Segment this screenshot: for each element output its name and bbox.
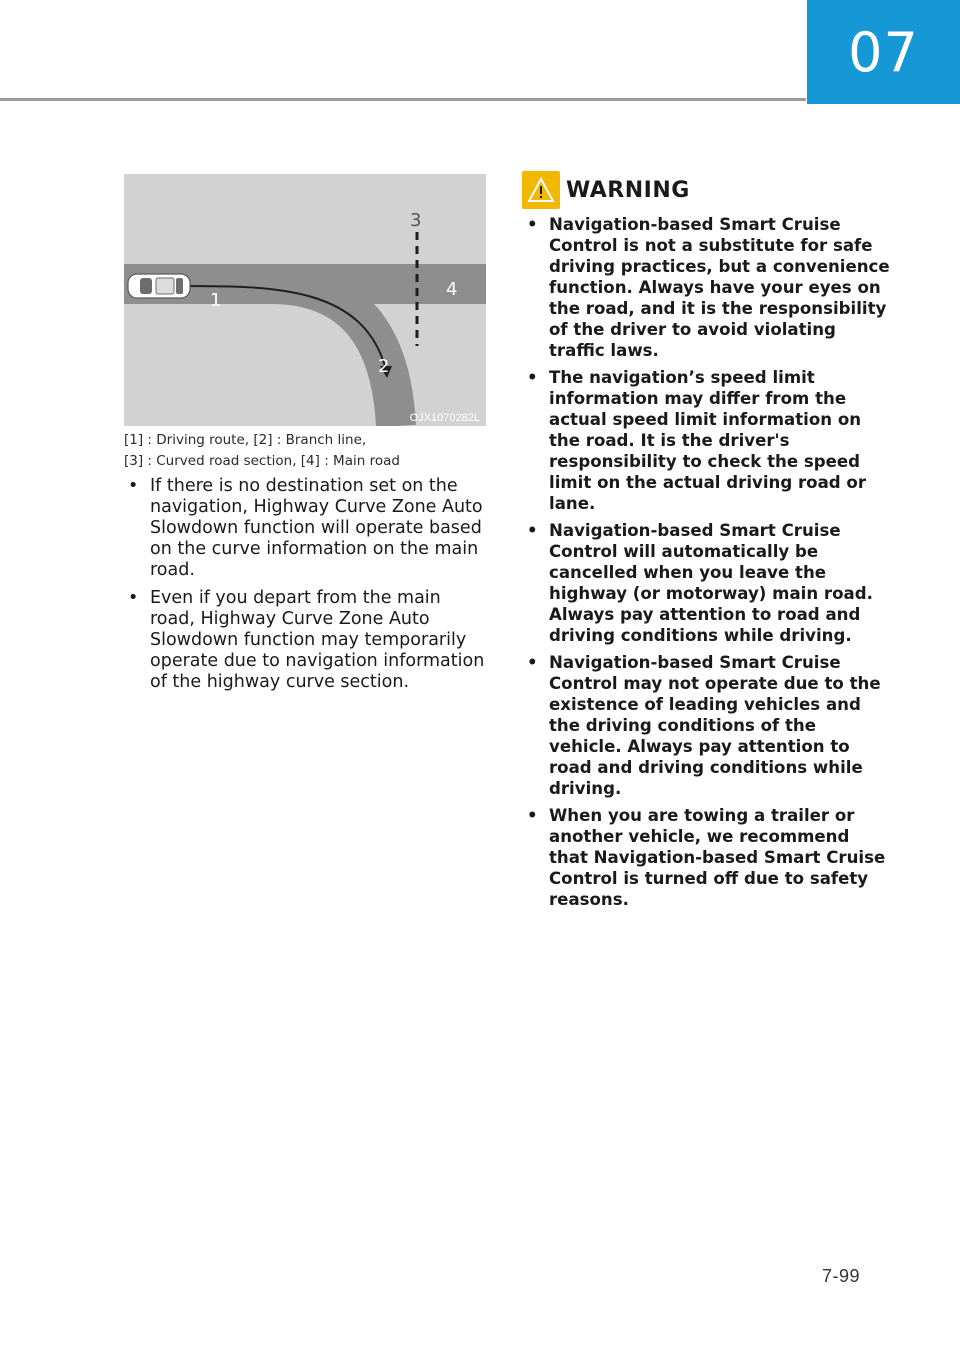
bullet-icon: •: [527, 521, 538, 540]
caption-line-1: [1] : Driving route, [2] : Branch line,: [124, 432, 367, 448]
label-3: 3: [410, 210, 422, 231]
caption-line-2: [3] : Curved road section, [4] : Main road: [124, 453, 400, 469]
warning-box: [522, 170, 892, 916]
chapter-tab: [807, 0, 960, 104]
road-diagram: [124, 174, 486, 426]
list-item: [522, 805, 892, 910]
bullet-icon: •: [527, 368, 538, 387]
header-rule: [0, 98, 806, 101]
list-item-text: Navigation-based Smart Cruise Control may not operate due to the existence of leading vehicles and the driving conditions of the vehicle. Always pay attention to road and driving conditions while driving.: [549, 653, 881, 798]
list-item: [522, 214, 892, 361]
warning-title: WARNING: [566, 177, 690, 203]
chapter-number: 07: [848, 20, 919, 84]
list-item-text: Navigation-based Smart Cruise Control will automatically be cancelled when you leave the highway (or motorway) main road. Always pay attention to road and driving conditions while driving.: [549, 521, 873, 645]
list-item-text: The navigation’s speed limit information may differ from the actual speed limit information on the road. It is the driver's responsibility to check the speed limit on the actual driving road or lane.: [549, 368, 867, 513]
warning-triangle-icon: [527, 177, 555, 203]
car-icon: [128, 274, 190, 298]
warning-badge: [522, 171, 560, 209]
label-4: 4: [446, 279, 458, 300]
list-item: [124, 588, 490, 693]
list-item-text: If there is no destination set on the navigation, Highway Curve Zone Auto Slowdown function will operate based on the curve information on the main road.: [150, 476, 483, 580]
warning-header: [522, 170, 892, 210]
bullet-icon: •: [527, 806, 538, 825]
list-item: [522, 367, 892, 514]
figure-code: OJX1070282L: [409, 412, 480, 424]
list-item: [522, 652, 892, 799]
label-2: 2: [378, 356, 390, 377]
list-item-text: Navigation-based Smart Cruise Control is not a substitute for safe driving practices, but a convenience function. Always have your eyes on the road, and it is the responsibility of the driver to avoid violating traffic laws.: [549, 215, 890, 360]
bullet-icon: •: [128, 476, 139, 496]
figure-caption: [124, 430, 494, 472]
bullet-icon: •: [128, 588, 139, 608]
list-item: [522, 520, 892, 646]
bullet-icon: •: [527, 215, 538, 234]
warning-list: [522, 214, 892, 910]
label-1: 1: [210, 290, 222, 311]
list-item: [124, 476, 490, 581]
bullet-icon: •: [527, 653, 538, 672]
left-bullet-list: [124, 476, 490, 700]
list-item-text: When you are towing a trailer or another vehicle, we recommend that Navigation-based Smart Cruise Control is turned off due to safety reasons.: [549, 806, 886, 909]
road-diagram-graphic: [124, 174, 486, 426]
list-item-text: Even if you depart from the main road, Highway Curve Zone Auto Slowdown function may temporarily operate due to navigation information of the highway curve section.: [150, 588, 485, 692]
page-number: 7-99: [822, 1266, 861, 1286]
